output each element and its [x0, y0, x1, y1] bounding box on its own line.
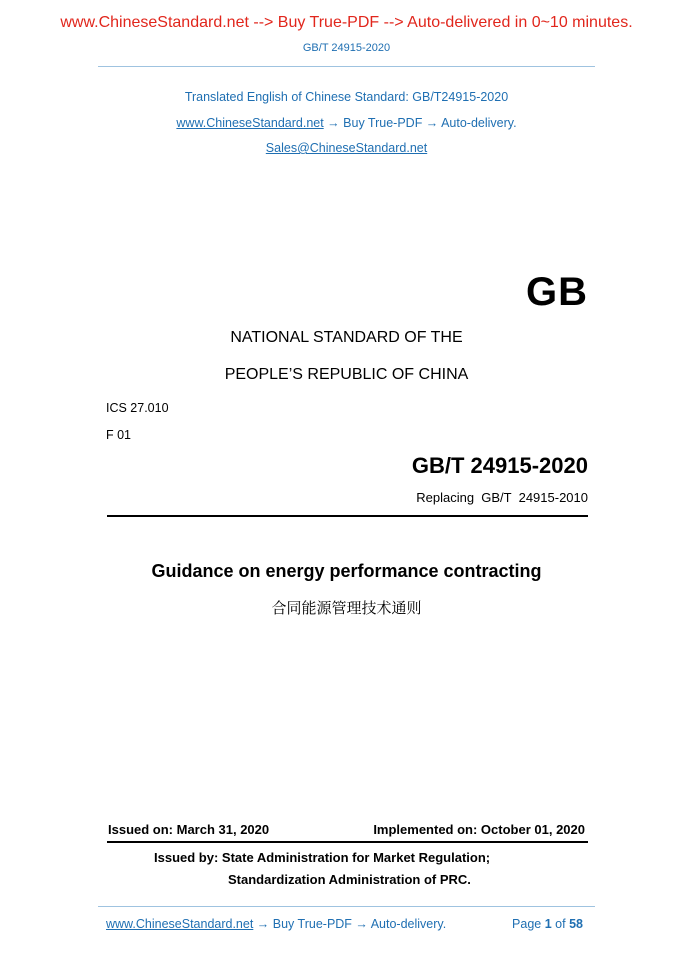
page-indicator [512, 917, 583, 931]
footer-divider [98, 906, 595, 907]
standard-number: GB/T 24915-2020 [411, 453, 588, 478]
top-banner[interactable]: www.ChineseStandard.net --> Buy True-PDF --> Auto-delivered in 0~10 minutes. [60, 14, 633, 31]
replacing-note: Replacing GB/T 24915-2010 [416, 490, 588, 505]
promo-line-2 [0, 116, 693, 130]
title-english: Guidance on energy performance contracting [151, 561, 542, 581]
footer-rest: → Buy True-PDF → Auto-delivery. [253, 917, 447, 931]
ics-code: ICS 27.010 [106, 401, 169, 415]
issued-by-line-1: Issued by: State Administration for Market Regulation; [154, 850, 491, 865]
footer-links [106, 917, 446, 931]
header-divider [98, 66, 595, 67]
page-label: Page [512, 917, 542, 931]
gb-mark: GB [526, 270, 588, 314]
page-current: 1 [544, 917, 552, 931]
promo-line-3 [0, 141, 693, 155]
implemented-on: Implemented on: October 01, 2020 [373, 822, 585, 837]
page-of: of [555, 917, 566, 931]
dates-divider [107, 841, 588, 843]
header-doc-code: GB/T 24915-2020 [302, 42, 391, 54]
page-total: 58 [569, 917, 583, 931]
title-chinese: 合同能源管理技术通则 [271, 599, 422, 617]
promo-line-2-rest: → Buy True-PDF → Auto-delivery. [323, 116, 517, 130]
promo-site-link[interactable]: www.ChineseStandard.net [176, 116, 324, 130]
issued-on: Issued on: March 31, 2020 [108, 822, 270, 837]
issued-by-line-2: Standardization Administration of PRC. [228, 872, 471, 887]
national-standard-line-1: NATIONAL STANDARD OF THE [230, 329, 463, 346]
cover-divider [107, 515, 588, 517]
national-standard-line-2: PEOPLE’S REPUBLIC OF CHINA [224, 366, 469, 383]
promo-line-1: Translated English of Chinese Standard: GB/T24915-2020 [184, 90, 509, 104]
category-code: F 01 [106, 428, 132, 442]
footer-site-link[interactable]: www.ChineseStandard.net [106, 917, 254, 931]
promo-email-link[interactable]: Sales@ChineseStandard.net [265, 141, 428, 155]
